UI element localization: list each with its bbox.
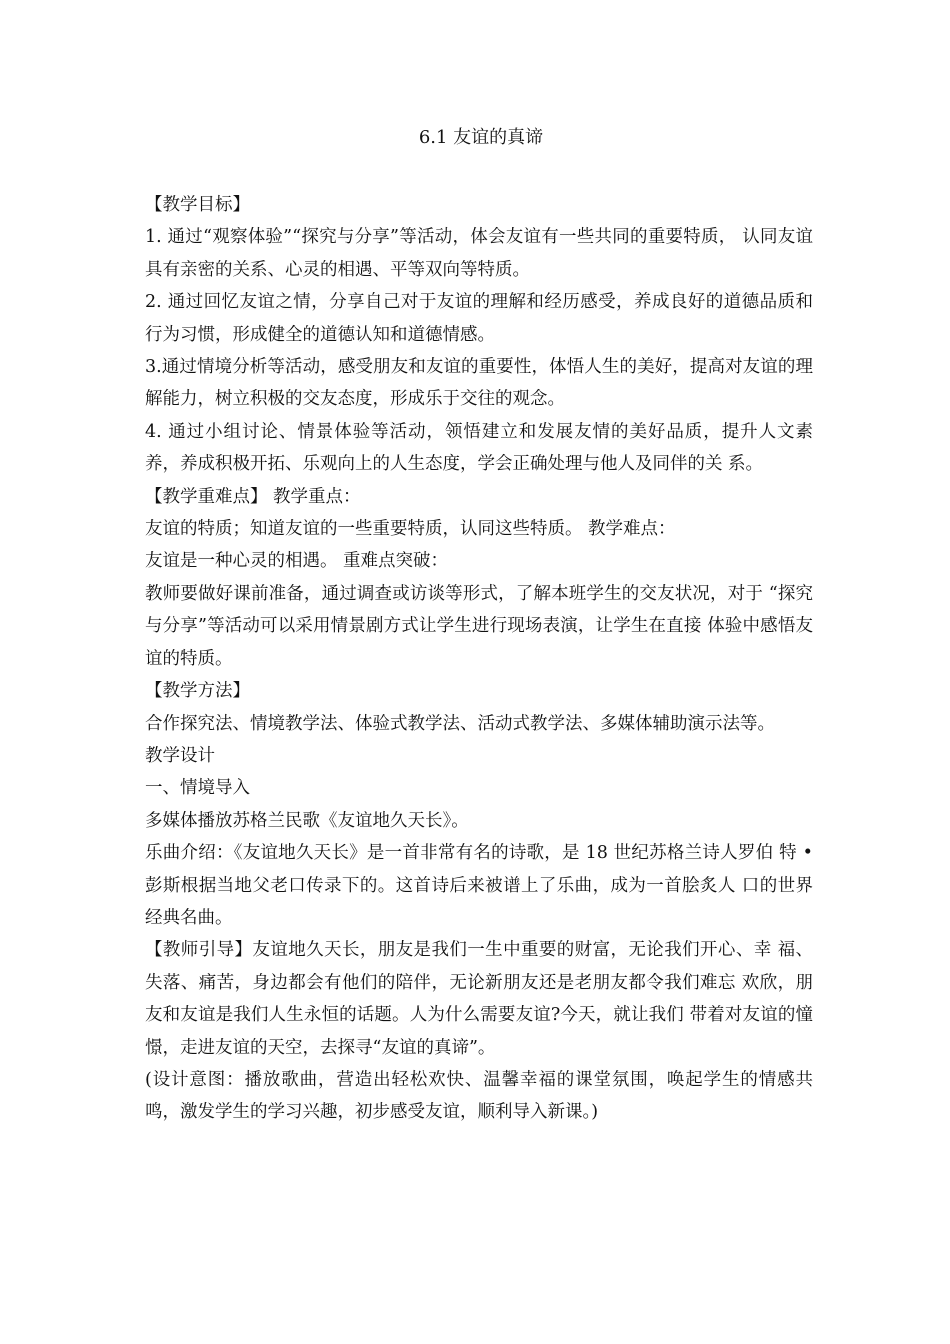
breakthrough-text: 教师要做好课前准备，通过调查或访谈等形式，了解本班学生的交友状况，对于 “探究与分享”等活动可以采用情景剧方式让学生进行现场表演，让学生在直接 体验中感悟友谊的特质。: [145, 583, 813, 669]
document-title: 6.1 友谊的真谛: [418, 127, 544, 148]
section-heading-design: 教学设计: [145, 745, 215, 766]
objective-3: 3.通过情境分析等活动，感受朋友和友谊的重要性，体悟人生的美好，提高对友谊的理解能力，树立积极的交友态度，形成乐于交往的观念。: [145, 357, 813, 410]
objective-1: 1. 通过“观察体验”“探究与分享”等活动，体会友谊有一些共同的重要特质， 认同友谊具有亲密的关系、心灵的相遇、平等双向等特质。: [145, 227, 813, 280]
document-body: [145, 189, 813, 1129]
key-point-text: 友谊的特质；知道友谊的一些重要特质，认同这些特质。 教学难点：: [145, 519, 676, 540]
section-heading-objectives: 【教学目标】: [145, 195, 250, 215]
objective-2: 2. 通过回忆友谊之情，分享自己对于友谊的理解和经历感受，养成良好的道德品质和行为习惯，形成健全的道德认知和道德情感。: [145, 292, 813, 345]
music-introduction: 乐曲介绍：《友谊地久天长》是一首非常有名的诗歌，是 18 世纪苏格兰诗人罗伯 特 •彭斯根据当地父老口传录下的。这首诗后来被谱上了乐曲，成为一首脍炙人 口的世界经典名曲。: [145, 843, 813, 928]
methods-text: 合作探究法、情境教学法、体验式教学法、活动式教学法、多媒体辅助演示法等。: [145, 713, 775, 734]
intro-multimedia: 多媒体播放苏格兰民歌《友谊地久天长》。: [145, 810, 469, 831]
objective-4: 4. 通过小组讨论、情景体验等活动，领悟建立和发展友情的美好品质，提升人文素养，养成积极开拓、乐观向上的人生态度，学会正确处理与他人及同伴的关 系。: [145, 421, 813, 475]
design-intent: (设计意图：播放歌曲，营造出轻松欢快、温馨幸福的课堂氛围，唤起学生的情感共鸣，激发学生的学习兴趣，初步感受友谊，顺利导入新课。): [145, 1069, 813, 1123]
teacher-guidance: 【教师引导】友谊地久天长，朋友是我们一生中重要的财富，无论我们开心、幸 福、失落、痛苦，身边都会有他们的陪伴，无论新朋友还是老朋友都令我们难忘 欢欣，朋友和友谊是我们人生永恒的话题。人为什么需要友谊?今天，就让我们 带着对友谊的憧憬，走进友谊的天空，去探寻“友谊的真谛”。: [145, 940, 813, 1058]
section-heading-key-points: 【教学重难点】 教学重点：: [145, 486, 361, 507]
subheading-intro: 一、情境导入: [145, 778, 250, 799]
section-heading-methods: 【教学方法】: [145, 681, 250, 702]
difficulty-text: 友谊是一种心灵的相遇。 重难点突破：: [145, 551, 449, 572]
